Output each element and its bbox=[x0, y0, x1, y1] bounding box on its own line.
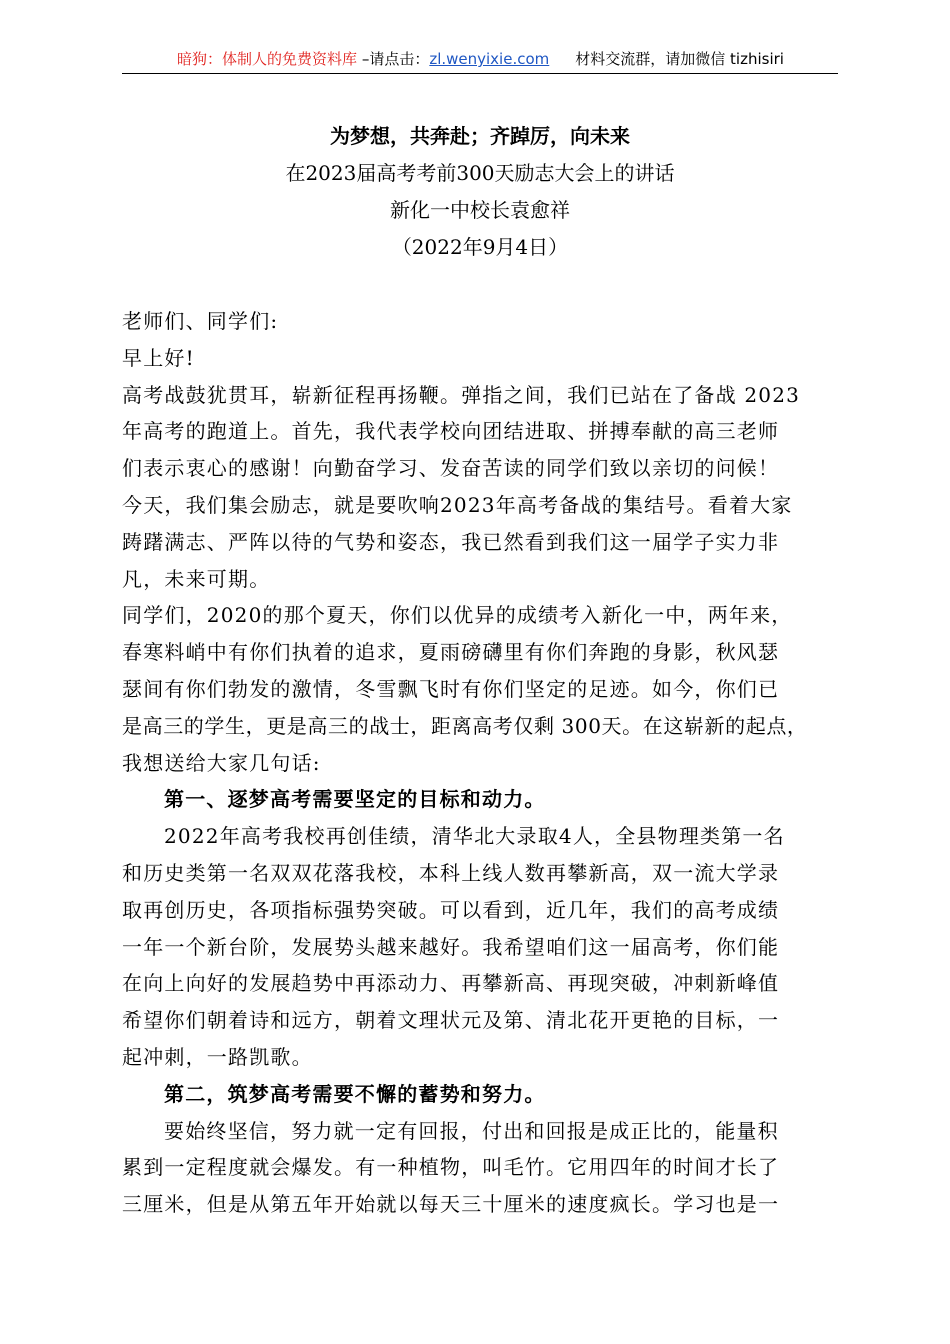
header-link[interactable]: zl.wenyixie.com bbox=[429, 50, 550, 68]
body-line: 要始终坚信，努力就一定有回报，付出和回报是成正比的，能量积 bbox=[164, 1118, 779, 1143]
title-block bbox=[122, 118, 838, 266]
body-line: 希望你们朝着诗和远方，朝着文理状元及第、清北花开更艳的目标，一 bbox=[122, 1008, 780, 1033]
header-prompt: –请点击： bbox=[357, 50, 430, 68]
body-line: 春寒料峭中有你们执着的追求，夏雨磅礴里有你们奔跑的身影，秋风瑟 bbox=[122, 640, 780, 665]
header-brand: 暗狗：体制人的免费资料库 bbox=[177, 50, 358, 68]
body-line: 取再创历史，各项指标强势突破。可以看到，近几年，我们的高考成绩 bbox=[122, 897, 780, 922]
body-line: 是高三的学生，更是高三的战士，距离高考仅剩 300天。在这崭新的起点， bbox=[122, 713, 808, 738]
greeting-line: 早上好! bbox=[122, 345, 195, 370]
body-line: 高考战鼓犹贯耳，崭新征程再扬鞭。弹指之间，我们已站在了备战 2023 bbox=[122, 382, 801, 407]
section-heading-1: 第一、逐梦高考需要坚定的目标和动力。 bbox=[164, 787, 546, 812]
section-heading-2: 第二，筑梦高考需要不懈的蓄势和努力。 bbox=[164, 1081, 546, 1106]
body-line: 和历史类第一名双双花落我校，本科上线人数再攀新高，双一流大学录 bbox=[122, 860, 780, 885]
page-header bbox=[124, 46, 837, 72]
greeting-line: 老师们、同学们: bbox=[122, 309, 279, 333]
body-line: 同学们，2020的那个夏天，你们以优异的成绩考入新化一中，两年来， bbox=[122, 603, 793, 628]
body-line: 累到一定程度就会爆发。有一种植物，叫毛竹。它用四年的时间才长了 bbox=[122, 1155, 780, 1180]
header-divider bbox=[122, 73, 838, 74]
speaker: 新化一中校长袁愈祥 bbox=[390, 198, 570, 222]
body-line: 我想送给大家几句话: bbox=[122, 750, 321, 775]
body-line: 们表示衷心的感谢！向勤奋学习、发奋苦读的同学们致以亲切的问候！ bbox=[122, 456, 780, 481]
body-line: 三厘米，但是从第五年开始就以每天三十厘米的速度疯长。学习也是一 bbox=[122, 1192, 780, 1217]
body-line: 年高考的跑道上。首先，我代表学校向团结进取、拼搏奉献的高三老师 bbox=[122, 419, 780, 444]
body-line: 今天，我们集会励志，就是要吹响2023年高考备战的集结号。看着大家 bbox=[122, 492, 793, 517]
body-line: 一年一个新台阶，发展势头越来越好。我希望咱们这一届高考，你们能 bbox=[122, 934, 780, 959]
header-contact: 材料交流群，请加微信 tizhisiri bbox=[575, 50, 784, 68]
main-title: 为梦想，共奔赴；齐踔厉，向未来 bbox=[330, 124, 630, 148]
speech-date: （2022年9月4日） bbox=[391, 235, 569, 259]
body-line: 踌躇满志、严阵以待的气势和姿态，我已然看到我们这一届学子实力非 bbox=[122, 529, 780, 554]
body-line: 起冲刺，一路凯歌。 bbox=[122, 1044, 313, 1069]
subtitle: 在2023届高考考前300天励志大会上的讲话 bbox=[285, 161, 675, 185]
speech-body bbox=[122, 303, 838, 1223]
body-line: 2022年高考我校再创佳绩，清华北大录取4人，全县物理类第一名 bbox=[164, 824, 785, 849]
body-line: 瑟间有你们勃发的激情，冬雪飘飞时有你们坚定的足迹。如今，你们已 bbox=[122, 676, 780, 701]
body-line: 在向上向好的发展趋势中再添动力、再攀新高、再现突破，冲刺新峰值 bbox=[122, 971, 780, 996]
body-line: 凡，未来可期。 bbox=[122, 566, 271, 591]
